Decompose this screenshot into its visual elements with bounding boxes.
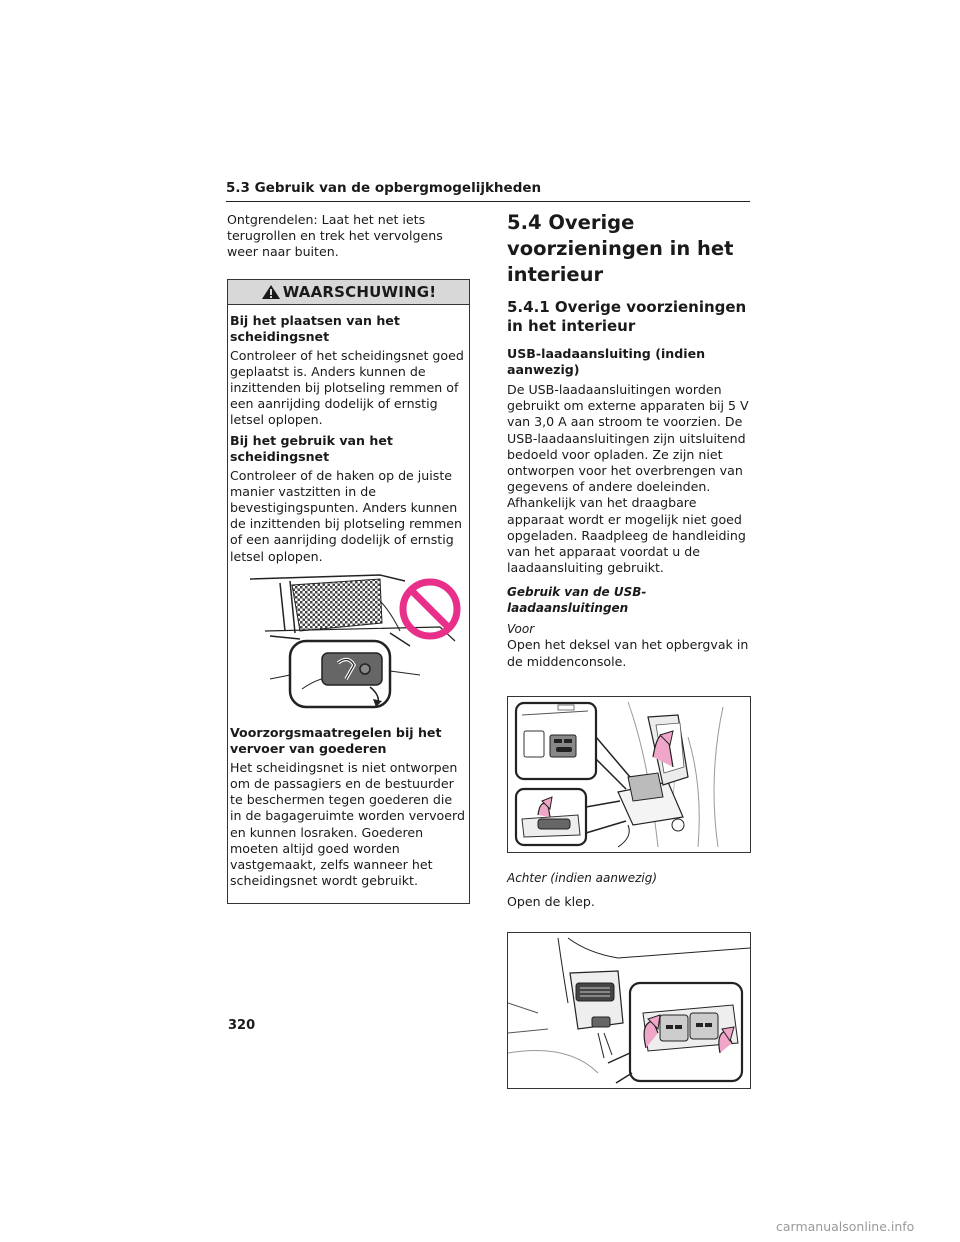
left-column: [227, 212, 470, 904]
usb-description: De USB-laadaansluitingen worden gebruikt om externe apparaten bij 5 V van 3,0 A aan stroom te voorzien. De USB-laadaansluitingen zijn uitsluitend bedoeld voor opladen. Ze zijn niet ontworpen voor het overbrengen van gegevens of andere doeleinden. Afhankelijk van het draagbare apparaat wordt er mogelijk niet goed opgeladen. Raadpleeg de handleiding van het apparaat voordat u de laadaansluiting gebruikt.: [507, 382, 749, 576]
net-hook-illustration: [230, 571, 469, 721]
intro-text: Ontgrendelen: Laat het net iets terugrollen en trek het vervolgens weer naar buiten.: [227, 212, 443, 260]
warning-text-1: Controleer of het scheidingsnet goed geplaatst is. Anders kunnen de inzittenden bij plotseling remmen of een aanrijding dodelijk of ernstig letsel oplopen.: [230, 347, 464, 428]
warning-heading-2: Bij het gebruik van het scheidingsnet: [230, 432, 393, 464]
right-column: [507, 210, 751, 1089]
achter-text: Open de klep.: [507, 893, 595, 909]
page-number: 320: [228, 1018, 256, 1033]
warning-title: WAARSCHUWING!: [282, 282, 437, 301]
warning-text-3: Het scheidingsnet is niet ontworpen om de passagiers en de bestuurder te beschermen tegen goederen die in de bagageruimte worden vervoerd en kunnen losraken. Goederen moeten altijd goed worden vastgemaakt, zelfs wanneer het scheidingsnet wordt gebruikt.: [230, 759, 465, 889]
watermark[interactable]: carmanualsonline.info: [776, 1219, 915, 1234]
front-console-illustration: [508, 697, 750, 852]
warning-header: [228, 280, 469, 305]
warning-text-2: Controleer of de haken op de juiste manier vastzitten in de bevestigingspunten. Anders kunnen de inzittenden bij plotseling remmen of een aanrijding dodelijk of ernstig letsel oplopen.: [230, 467, 463, 564]
usb-heading: USB-laadaansluiting (indien aanwezig): [507, 346, 706, 377]
warning-heading-1: Bij het plaatsen van het scheidingsnet: [230, 312, 400, 344]
usb-usage-subheading: Gebruik van de USB-laadaansluitingen: [507, 585, 647, 616]
achter-label: Achter (indien aanwezig): [507, 870, 658, 885]
section-title: 5.4.1 Overige voorzieningen in het interieur: [507, 298, 747, 335]
chapter-title: 5.4 Overige voorzieningen in het interieur: [507, 211, 734, 286]
warning-icon: [261, 284, 281, 300]
front-usb-figure: [507, 696, 751, 853]
warning-body: [228, 305, 469, 890]
rear-usb-figure: [507, 932, 751, 1089]
voor-label: Voor: [507, 622, 535, 637]
rear-console-illustration: [508, 933, 750, 1088]
section-header: 5.3 Gebruik van de opbergmogelijkheden: [226, 180, 750, 202]
warning-heading-3: Voorzorgsmaatregelen bij het vervoer van goederen: [230, 724, 442, 756]
warning-box: [227, 279, 470, 905]
voor-text: Open het deksel van het opbergvak in de middenconsole.: [507, 637, 749, 669]
